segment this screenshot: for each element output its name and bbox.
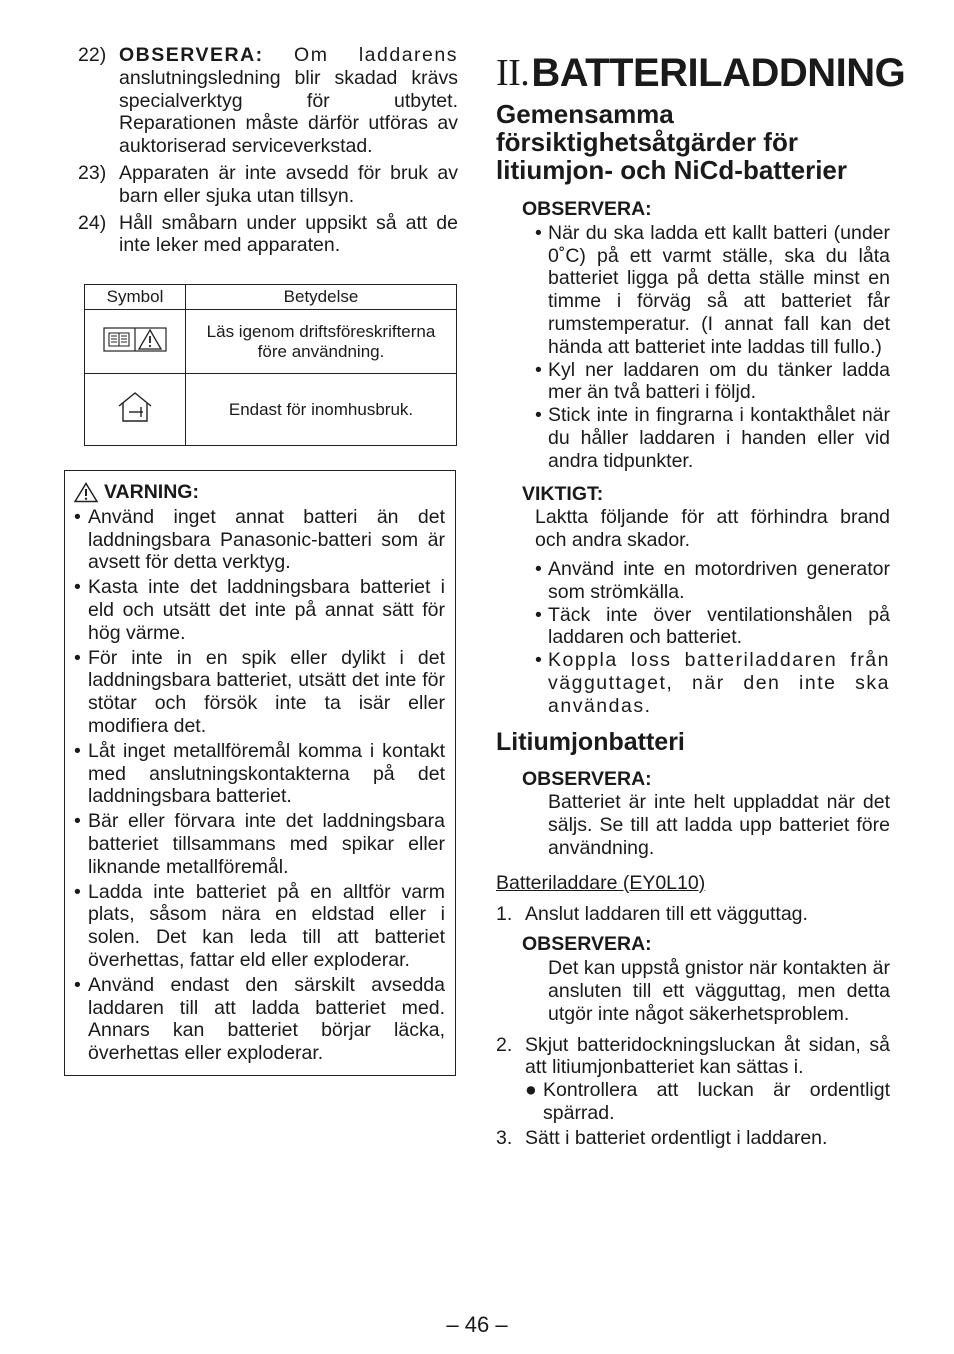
observera-label: OBSERVERA: [522, 933, 652, 956]
item-text: Apparaten är inte avsedd för bruk av barn eller sjuka utan tillsyn. [119, 161, 458, 207]
item-text: anslutningsledning blir skadad krävs specialverktyg för utbytet. Reparationen måste därför utföras av auktoriserad serviceverkstad. [119, 66, 458, 158]
book-warning-icon [85, 310, 186, 374]
list-item: • Stick inte in fingrarna i kontakthålet när du håller laddaren i handen eller vid andra tidpunkter. [535, 404, 890, 472]
list-item: • Ladda inte batteriet på en alltför varm plats, såsom nära en eldstad eller i solen. Det kan leda till att batteriet överhettas, fattar eld eller exploderar. [74, 880, 445, 971]
warning-icon [74, 482, 98, 503]
list-item: • Koppla loss batteriladdaren från vägguttaget, när den inte ska användas. [535, 649, 890, 717]
list-item: • När du ska ladda ett kallt batteri (under 0˚C) på ett varmt ställe, ska du låta batteriet ligga på detta ställe minst en timme i förväg så att batteriet får rumstemperatur. (I annat fall kan det hända att batteriet inte laddas till fullo.) [535, 221, 890, 358]
item-text: Håll småbarn under uppsikt så att de inte leker med apparaten. [119, 211, 458, 257]
list-item: • Använd inte en motordriven generator som strömkälla. [535, 557, 890, 603]
observera-label: OBSERVERA: [522, 767, 652, 790]
list-item: • Låt inget metallföremål komma i kontakt med anslutningskontakterna på det laddningsbara batteriet. [74, 739, 445, 808]
list-item: • Använd endast den särskilt avsedda laddaren till att ladda batteriet med. Annars kan batteriet börjar läcka, överhettas eller exploderar. [74, 973, 445, 1065]
observera-text: Det kan uppstå gnistor när kontakten är ansluten till ett vägguttag, men detta utgör inte något säkerhetsproblem. [548, 957, 890, 1025]
litium-heading: Litiumjonbatteri [496, 727, 685, 756]
table-cell-meaning: Läs igenom driftsföreskrifterna före användning. [186, 310, 457, 374]
list-item-23 [78, 162, 458, 208]
observera-text: Batteriet är inte helt uppladdat när det säljs. Se till att ladda upp batteriet före användning. [548, 791, 890, 859]
symbol-table [84, 284, 457, 446]
list-item-22 [78, 44, 458, 158]
right-column [496, 50, 906, 1149]
viktigt-intro: Laktta följande för att förhindra brand och andra skador. [535, 506, 890, 552]
list-item: • Täck inte över ventilationshålen på laddaren och batteriet. [535, 603, 890, 649]
observera-label: OBSERVERA: [522, 198, 652, 220]
step-2: 2. Skjut batteridockningsluckan åt sidan, så att litiumjonbatteriet kan sättas i. [496, 1033, 890, 1079]
list-item: • Kasta inte det laddningsbara batteriet i eld och utsätt det inte på annat sätt för hög värme. [74, 576, 445, 644]
warning-title: VARNING: [104, 481, 199, 503]
table-cell-meaning: Endast för inomhusbruk. [186, 374, 457, 446]
step-3: 3. Sätt i batteriet ordentligt i laddaren. [496, 1126, 828, 1149]
section-number: II. [496, 52, 530, 94]
table-row [85, 310, 457, 374]
step-1: 1. Anslut laddaren till ett vägguttag. [496, 902, 808, 925]
viktigt-label: VIKTIGT: [522, 482, 604, 505]
step-2-sub: ● Kontrollera att luckan är ordentligt spärrad. [525, 1079, 890, 1124]
observera-label: OBSERVERA: [119, 44, 264, 66]
section-title [496, 50, 906, 96]
list-item: • Kyl ner laddaren om du tänker ladda mer än två batteri i följd. [535, 358, 890, 404]
table-header-betydelse: Betydelse [186, 285, 457, 310]
list-item: • För inte in en spik eller dylikt i det laddningsbara batteriet, utsätt det inte för stötar och försök inte ta isär eller modifiera det. [74, 646, 445, 737]
section-heading: BATTERILADDNING [531, 51, 906, 95]
warning-box [64, 470, 456, 1076]
page-number: – 46 – [446, 1312, 508, 1337]
warning-heading [74, 481, 445, 504]
item-text: Om laddarens [263, 44, 458, 66]
table-header-symbol: Symbol [85, 285, 186, 310]
charger-label: Batteriladdare (EY0L10) [496, 871, 706, 894]
item-number: 24) [78, 211, 107, 234]
list-item: • Bär eller förvara inte det laddningsbara batteriet tillsammans med spikar eller liknande metallföremål. [74, 810, 445, 878]
table-row [85, 374, 457, 446]
list-item-24 [78, 212, 458, 258]
item-number: 22) [78, 44, 107, 66]
item-number: 23) [78, 161, 107, 184]
subtitle: Gemensamma försiktighetsåtgärder för litiumjon- och NiCd-batterier [496, 99, 847, 185]
indoor-house-icon [85, 374, 186, 446]
left-column [78, 44, 458, 261]
list-item: • Använd inget annat batteri än det laddningsbara Panasonic-batteri som är avsett för detta verktyg. [74, 505, 445, 574]
